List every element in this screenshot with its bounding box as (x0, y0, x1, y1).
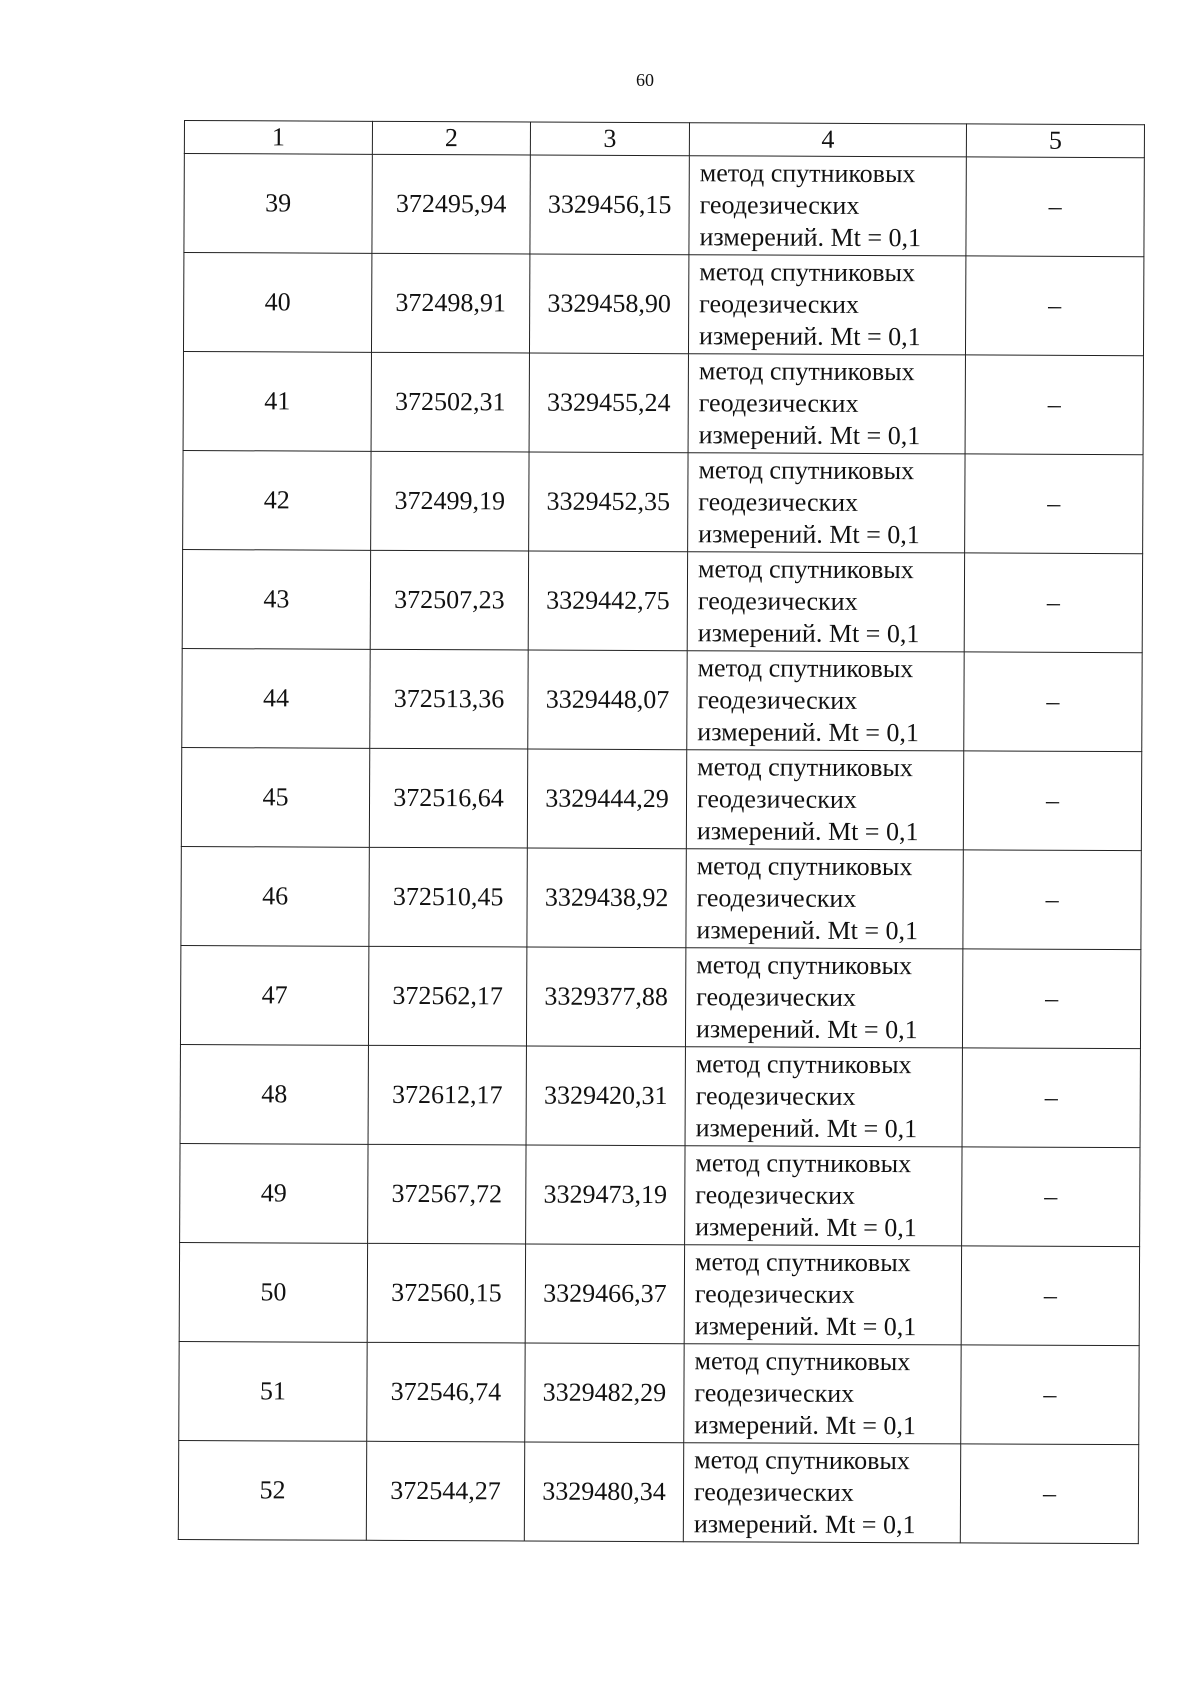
coordinates-table (178, 120, 1145, 1544)
cell-note: – (965, 355, 1143, 455)
table-row (180, 1044, 1140, 1147)
cell-method: метод спутниковых геодезических измерений. Mt = 0,1 (687, 651, 964, 751)
header-col-1: 1 (184, 121, 372, 155)
cell-x-coordinate: 372562,17 (368, 946, 526, 1046)
cell-y-coordinate: 3329482,29 (525, 1343, 684, 1443)
header-row (184, 121, 1144, 158)
cell-x-coordinate: 372544,27 (366, 1441, 524, 1541)
table-row (183, 351, 1143, 454)
cell-point-number: 43 (182, 549, 370, 649)
cell-method: метод спутниковых геодезических измерений. Mt = 0,1 (684, 1344, 961, 1444)
cell-x-coordinate: 372510,45 (369, 847, 527, 947)
cell-y-coordinate: 3329420,31 (526, 1046, 685, 1146)
cell-point-number: 52 (178, 1440, 366, 1540)
cell-x-coordinate: 372495,94 (372, 154, 530, 254)
cell-note: – (961, 1345, 1139, 1445)
cell-x-coordinate: 372546,74 (367, 1342, 525, 1442)
cell-method: метод спутниковых геодезических измерений. Mt = 0,1 (685, 948, 962, 1048)
cell-note: – (962, 949, 1140, 1049)
cell-note: – (965, 256, 1143, 356)
cell-x-coordinate: 372498,91 (371, 253, 529, 353)
cell-method: метод спутниковых геодезических измерений. Mt = 0,1 (685, 1146, 962, 1246)
header-col-5: 5 (966, 124, 1144, 158)
cell-method: метод спутниковых геодезических измерений. Mt = 0,1 (686, 849, 963, 949)
cell-point-number: 49 (180, 1143, 368, 1243)
table-row (183, 450, 1143, 553)
cell-y-coordinate: 3329466,37 (525, 1244, 684, 1344)
cell-point-number: 46 (181, 846, 369, 946)
table-row (182, 549, 1142, 652)
header-col-2: 2 (372, 121, 530, 155)
cell-note: – (963, 751, 1141, 851)
cell-point-number: 47 (180, 945, 368, 1045)
table-header (184, 121, 1144, 158)
cell-method: метод спутниковых геодезических измерений. Mt = 0,1 (684, 1245, 961, 1345)
table-row (179, 1341, 1139, 1444)
cell-method: метод спутниковых геодезических измерений. Mt = 0,1 (686, 750, 963, 850)
cell-point-number: 41 (183, 351, 371, 451)
cell-method: метод спутниковых геодезических измерений. Mt = 0,1 (688, 354, 965, 454)
cell-method: метод спутниковых геодезических измерений. Mt = 0,1 (683, 1443, 960, 1543)
cell-method: метод спутниковых геодезических измерений. Mt = 0,1 (689, 156, 966, 256)
cell-note: – (964, 652, 1142, 752)
cell-x-coordinate: 372516,64 (369, 748, 527, 848)
cell-y-coordinate: 3329448,07 (528, 650, 687, 750)
table-row (181, 846, 1141, 949)
table-row (183, 253, 1143, 356)
cell-method: метод спутниковых геодезических измерений. Mt = 0,1 (687, 552, 964, 652)
table-row (182, 648, 1142, 751)
cell-point-number: 39 (184, 154, 372, 254)
cell-point-number: 50 (179, 1242, 367, 1342)
table-row (180, 945, 1140, 1048)
cell-point-number: 51 (179, 1341, 367, 1441)
cell-method: метод спутниковых геодезических измерений. Mt = 0,1 (688, 453, 965, 553)
cell-note: – (966, 157, 1144, 257)
cell-point-number: 44 (182, 648, 370, 748)
table-row (180, 1143, 1140, 1246)
cell-note: – (964, 553, 1142, 653)
cell-x-coordinate: 372612,17 (368, 1045, 526, 1145)
cell-y-coordinate: 3329377,88 (526, 947, 685, 1047)
header-col-3: 3 (530, 122, 689, 156)
cell-x-coordinate: 372507,23 (370, 550, 528, 650)
table-row (178, 1440, 1138, 1543)
cell-y-coordinate: 3329442,75 (528, 551, 687, 651)
cell-point-number: 45 (181, 747, 369, 847)
cell-note: – (961, 1246, 1139, 1346)
cell-x-coordinate: 372560,15 (367, 1243, 525, 1343)
cell-point-number: 40 (183, 253, 371, 353)
cell-note: – (962, 1048, 1140, 1148)
cell-x-coordinate: 372499,19 (371, 451, 529, 551)
table-body (178, 154, 1144, 1544)
header-col-4: 4 (689, 123, 966, 157)
table-row (181, 747, 1141, 850)
cell-y-coordinate: 3329444,29 (527, 749, 686, 849)
cell-y-coordinate: 3329480,34 (524, 1442, 683, 1542)
cell-x-coordinate: 372502,31 (371, 352, 529, 452)
cell-y-coordinate: 3329438,92 (527, 848, 686, 948)
cell-y-coordinate: 3329458,90 (529, 254, 688, 354)
cell-note: – (962, 1147, 1140, 1247)
cell-method: метод спутниковых геодезических измерений. Mt = 0,1 (688, 255, 965, 355)
table-row (184, 154, 1144, 257)
cell-point-number: 42 (183, 450, 371, 550)
cell-y-coordinate: 3329473,19 (526, 1145, 685, 1245)
cell-x-coordinate: 372513,36 (370, 649, 528, 749)
cell-note: – (963, 850, 1141, 950)
cell-note: – (960, 1444, 1138, 1544)
page-number: 60 (636, 70, 654, 90)
cell-y-coordinate: 3329456,15 (530, 155, 689, 255)
cell-note: – (965, 454, 1143, 554)
cell-y-coordinate: 3329452,35 (529, 452, 688, 552)
table-row (179, 1242, 1139, 1345)
cell-y-coordinate: 3329455,24 (529, 353, 688, 453)
cell-method: метод спутниковых геодезических измерений. Mt = 0,1 (685, 1047, 962, 1147)
cell-x-coordinate: 372567,72 (368, 1144, 526, 1244)
cell-point-number: 48 (180, 1044, 368, 1144)
